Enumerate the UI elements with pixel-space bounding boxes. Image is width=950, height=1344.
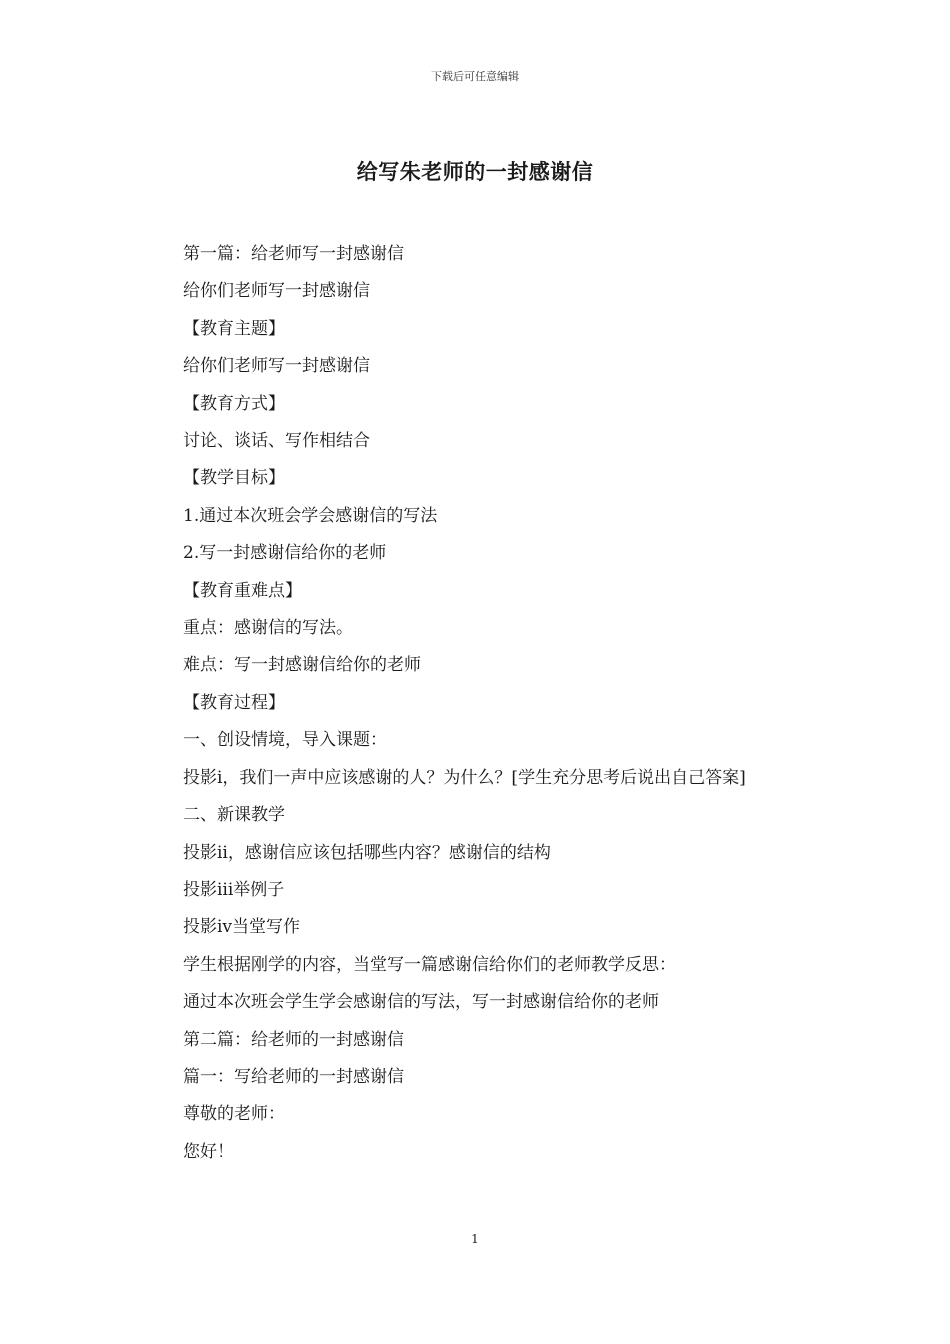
document-title: 给写朱老师的一封感谢信 <box>356 159 594 184</box>
paragraph: 投影ⅳ当堂写作 <box>183 917 301 938</box>
paragraph: 二、新课教学 <box>183 805 285 826</box>
paragraph: 第二篇：给老师的一封感谢信 <box>183 1029 404 1050</box>
paragraph: 投影ⅱ，感谢信应该包括哪些内容？感谢信的结构 <box>183 842 551 863</box>
paragraph: 1.通过本次班会学会感谢信的写法 <box>183 505 438 526</box>
paragraph: 通过本次班会学生学会感谢信的写法，写一封感谢信给你的老师 <box>183 992 659 1013</box>
paragraph: 【教育过程】 <box>183 692 285 713</box>
header-note: 下载后可任意编辑 <box>431 70 519 83</box>
paragraph: 学生根据刚学的内容，当堂写一篇感谢信给你们的老师教学反思： <box>183 954 676 975</box>
document-body <box>145 236 813 1171</box>
paragraph: 2.写一封感谢信给你的老师 <box>183 543 387 564</box>
paragraph: 【教学目标】 <box>183 468 285 489</box>
paragraph: 讨论、谈话、写作相结合 <box>183 431 370 452</box>
paragraph: 投影ⅲ举例子 <box>183 879 285 900</box>
paragraph: 第一篇：给老师写一封感谢信 <box>183 244 404 264</box>
paragraph: 一、创设情境，导入课题： <box>183 730 387 751</box>
paragraph: 篇一：写给老师的一封感谢信 <box>183 1066 404 1087</box>
paragraph: 给你们老师写一封感谢信 <box>183 356 370 377</box>
paragraph: 尊敬的老师： <box>183 1104 285 1125</box>
paragraph: 给你们老师写一封感谢信 <box>183 281 370 302</box>
paragraph: 【教育重难点】 <box>183 580 302 601</box>
page-number: 1 <box>471 1232 479 1246</box>
paragraph: 您好！ <box>183 1141 234 1162</box>
paragraph: 【教育主题】 <box>183 318 285 339</box>
paragraph: 【教育方式】 <box>183 393 285 414</box>
paragraph: 投影ⅰ，我们一声中应该感谢的人？为什么？[学生充分思考后说出自己答案] <box>183 767 746 788</box>
paragraph: 重点：感谢信的写法。 <box>183 618 353 639</box>
paragraph: 难点：写一封感谢信给你的老师 <box>183 655 421 676</box>
